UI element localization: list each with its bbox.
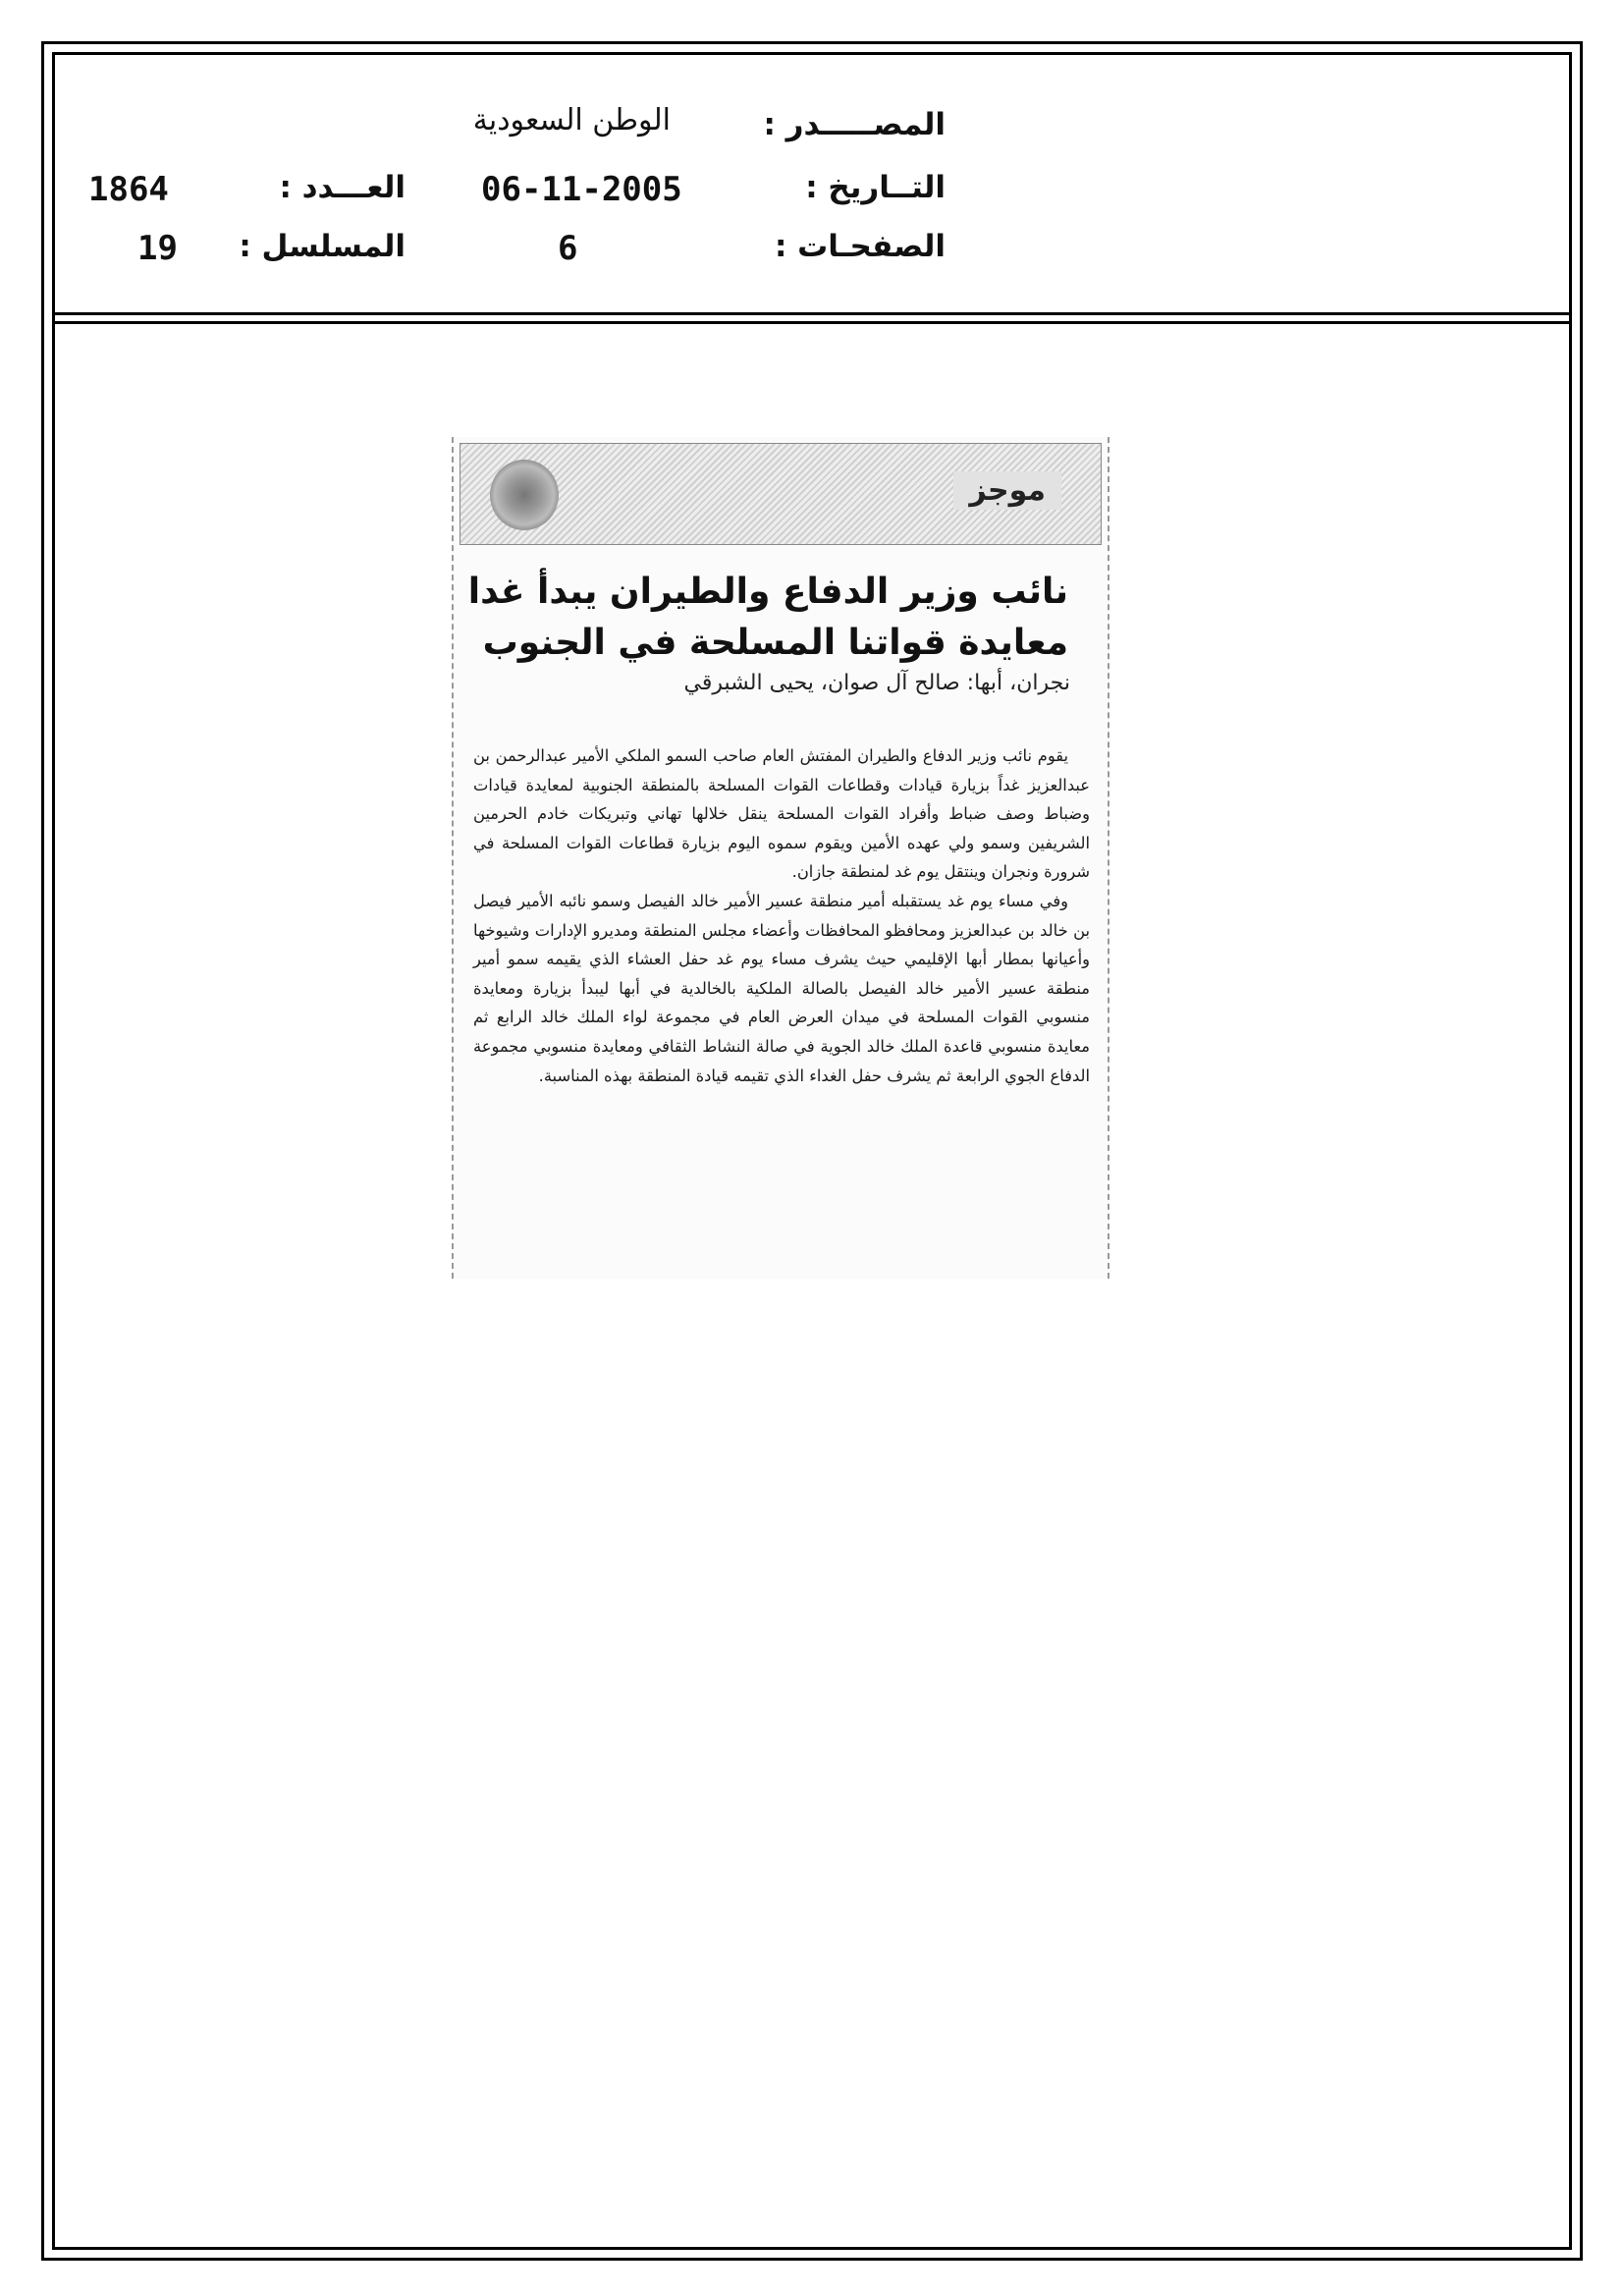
- serial-label: المسلسل :: [239, 229, 406, 264]
- header-divider: [52, 312, 1572, 324]
- article-paragraph: يقوم نائب وزير الدفاع والطيران المفتش العام صاحب السمو الملكي الأمير عبدالرحمن بن عبدالعزيز غداً بزيارة قيادات وقطاعات القوات المسلحة بالمنطقة الجنوبية لمعايدة قيادات وضباط وصف ضباط وأفراد القوات المسلحة ينقل خلالها تهاني وتبريكات خادم الحرمين الشريفين وسمو ولي عهده الأمين ويقوم سموه اليوم بزيارة قطاعات القوات المسلحة في شرورة ونجران وينتقل يوم غد لمنطقة جازان.: [473, 746, 1090, 882]
- headline-line-1: نائب وزير الدفاع والطيران يبدأ غدا: [467, 572, 1068, 612]
- source-value: الوطن السعودية: [472, 103, 671, 137]
- issue-label: العـــدد :: [279, 170, 406, 205]
- newspaper-clipping: [452, 437, 1109, 1279]
- section-banner: [460, 443, 1102, 545]
- seal-emblem: [490, 460, 559, 530]
- pages-label: الصفحـات :: [774, 229, 946, 264]
- article-paragraph: وفي مساء يوم غد يستقبله أمير منطقة عسير الأمير خالد الفيصل وسمو نائبه الأمير فيصل بن خالد بن عبدالعزيز ومحافظو المحافظات وأعضاء مجلس المنطقة ومديرو الإدارات وشيوخها وأعيانها بمطار أبها الإقليمي حيث يشرف مساء يوم غد حفل العشاء الذي يقيمه سمو أمير منطقة عسير الأمير خالد الفيصل بالصالة الملكية بالخالدية في أبها ليبدأ بزيارة ومعايدة منسوبي القوات المسلحة في ميدان العرض العام في مجموعة لواء الملك خالد الرابع ثم معايدة منسوبي قاعدة الملك خالد الجوية في صالة النشاط الثقافي ومعايدة منسوبي مجموعة الدفاع الجوي الرابعة ثم يشرف حفل الغداء الذي تقيمه قيادة المنطقة بهذه المناسبة.: [473, 891, 1090, 1085]
- section-tag: موجز: [953, 471, 1061, 510]
- source-label: المصـــــدر :: [763, 107, 946, 142]
- article-body: [473, 741, 1090, 1090]
- byline: نجران، أبها: صالح آل صوان، يحيى الشبرقي: [683, 671, 1070, 695]
- issue-value: 1864: [88, 170, 169, 209]
- pages-value: 6: [558, 229, 578, 268]
- date-label: التــاريخ :: [805, 170, 946, 205]
- date-value: 06-11-2005: [481, 170, 682, 209]
- serial-value: 19: [137, 229, 178, 268]
- headline-line-2: معايدة قواتنا المسلحة في الجنوب: [482, 623, 1068, 663]
